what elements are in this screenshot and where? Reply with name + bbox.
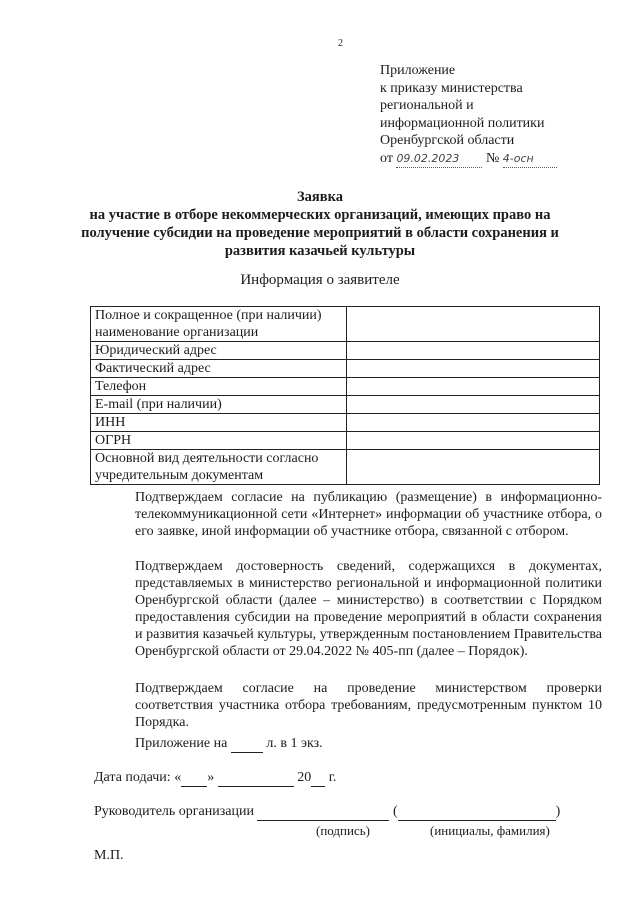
close-paren: ) — [555, 804, 561, 819]
row-value-field[interactable] — [347, 414, 600, 432]
row-label: ОГРН — [91, 432, 347, 450]
document-title — [60, 188, 580, 260]
accuracy-paragraph — [91, 558, 602, 660]
appendix-line: региональной и — [380, 98, 474, 113]
appendix-order-ref — [380, 150, 557, 169]
table-row — [91, 307, 600, 342]
table-row — [91, 432, 600, 450]
paragraph-text: Подтверждаем согласие на публикацию (размещение) в информационно-телекоммуникационной сети «Интернет» информации об участнике отбора, о его заявке, иной информации об участнике отбора, связанной с отбором. — [135, 490, 602, 539]
page-number: 2 — [338, 38, 343, 49]
row-label: Фактический адрес — [91, 360, 347, 378]
row-value-field[interactable] — [347, 450, 600, 485]
table-row — [91, 414, 600, 432]
month-field[interactable] — [218, 770, 294, 787]
section-subheading: Информация о заявителе — [240, 272, 400, 288]
verification-consent-paragraph — [91, 680, 602, 731]
row-label: Юридический адрес — [91, 342, 347, 360]
from-label: от — [380, 150, 393, 166]
signature-label: Руководитель организации — [94, 804, 254, 819]
submission-label: Дата подачи: — [94, 770, 171, 785]
title-line: получение субсидии на проведение мероприятий в области сохранения и — [81, 225, 559, 241]
close-quote: » — [207, 770, 215, 785]
pages-count-field[interactable] — [231, 735, 263, 753]
row-label: Телефон — [91, 378, 347, 396]
appendix-line: Приложение — [380, 63, 456, 78]
consent-publication-paragraph — [91, 489, 602, 540]
row-value-field[interactable] — [347, 396, 600, 414]
attachment-prefix: Приложение на — [135, 736, 228, 751]
row-label: E-mail (при наличии) — [91, 396, 347, 414]
row-value-field[interactable] — [347, 360, 600, 378]
year-prefix: 20 — [297, 770, 312, 785]
title-line: на участие в отборе некоммерческих организаций, имеющих право на — [89, 207, 551, 223]
submission-date-line — [94, 770, 336, 787]
table-row — [91, 396, 600, 414]
year-suffix: г. — [328, 770, 337, 785]
signature-field[interactable] — [257, 804, 389, 821]
handwritten-date: 09.02.2023 — [396, 150, 482, 169]
table-row — [91, 360, 600, 378]
row-value-field[interactable] — [347, 342, 600, 360]
attachment-suffix: л. в 1 экз. — [266, 736, 323, 751]
signature-line — [94, 804, 560, 821]
appendix-line: информационной политики — [380, 115, 545, 131]
initials-field[interactable] — [398, 804, 556, 821]
handwritten-number: 4-осн — [503, 150, 557, 169]
title-line: Заявка — [297, 189, 343, 205]
appendix-line: к приказу министерства — [380, 80, 523, 96]
table-row — [91, 450, 600, 485]
appendix-block — [380, 62, 557, 168]
open-paren: ( — [392, 804, 398, 819]
row-value-field[interactable] — [347, 432, 600, 450]
paragraph-text: Подтверждаем достоверность сведений, содержащихся в документах, представляемых в министерство региональной и информационной политики Оренбургской области (далее – министерство) в соответствии с Порядком предоставления субсидии на проведение мероприятий в области сохранения и развития казачьей культуры, утвержденным постановлением Правительства Оренбургской области от 29.04.2022 № 405-пп (далее – Порядок). — [135, 559, 602, 659]
appendix-line: Оренбургской области — [380, 133, 515, 148]
applicant-info-table — [90, 306, 600, 485]
open-quote: « — [174, 770, 182, 785]
row-label: Основной вид деятельности согласно учредительным документам — [91, 450, 347, 485]
table-row — [91, 342, 600, 360]
day-field[interactable] — [181, 770, 207, 787]
row-value-field[interactable] — [347, 307, 600, 342]
row-label: Полное и сокращенное (при наличии) наименование организации — [91, 307, 347, 342]
stamp-label: М.П. — [94, 848, 124, 863]
initials-caption: (инициалы, фамилия) — [430, 823, 550, 838]
signature-caption: (подпись) — [316, 823, 370, 838]
paragraph-text: Подтверждаем согласие на проведение министерством проверки соответствия участника отбора требованиям, предусмотренным пунктом 10 Порядка. — [135, 681, 602, 730]
attachment-line — [135, 735, 323, 753]
number-label: № — [485, 150, 500, 166]
title-line: развития казачьей культуры — [224, 243, 416, 259]
table-row — [91, 378, 600, 396]
row-value-field[interactable] — [347, 378, 600, 396]
row-label: ИНН — [91, 414, 347, 432]
year-field[interactable] — [311, 770, 325, 787]
